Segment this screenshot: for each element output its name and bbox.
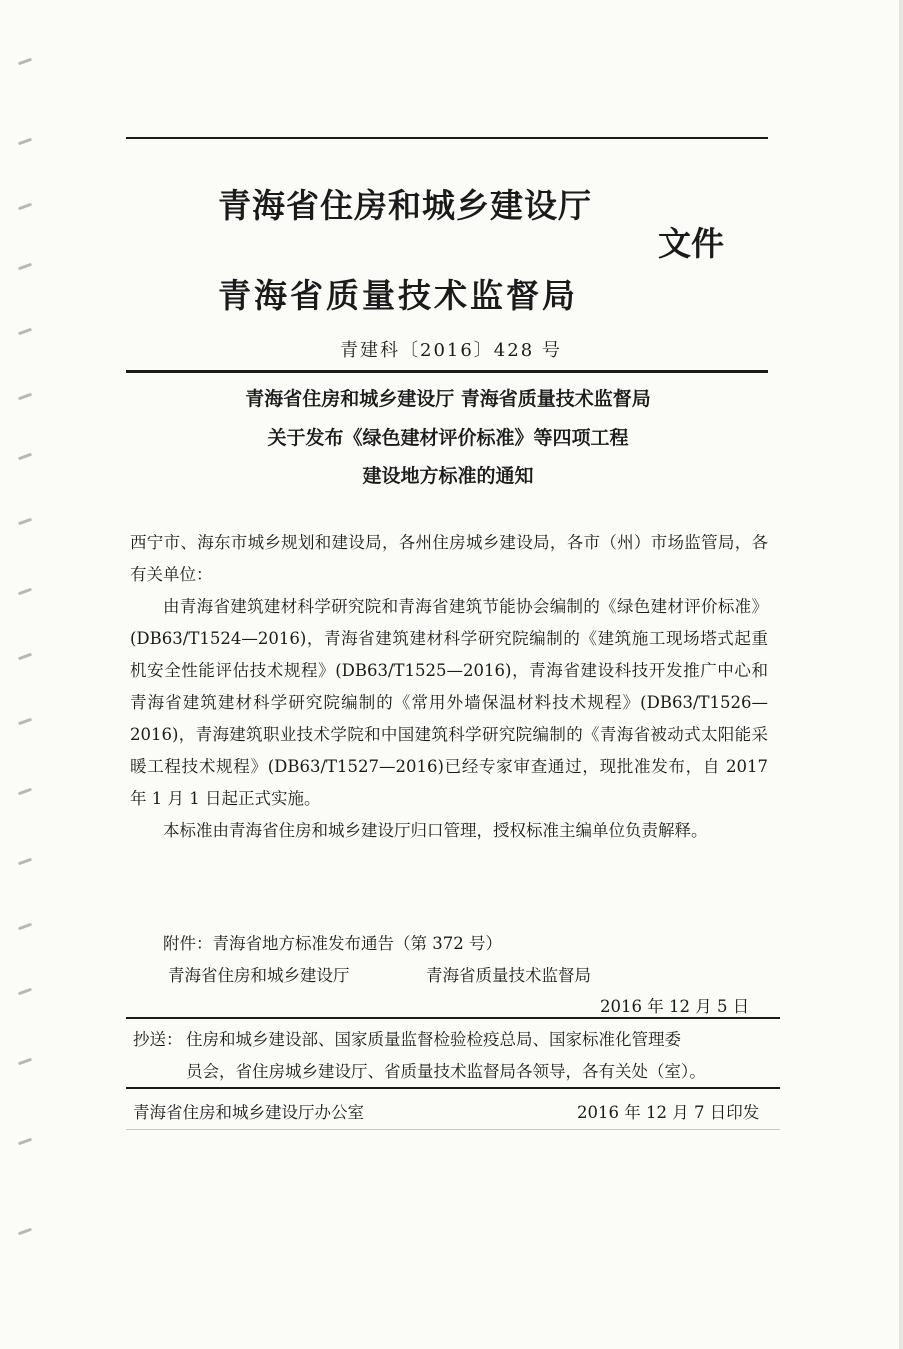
document-suffix: 文件	[658, 224, 724, 263]
cc-bottom-rule	[126, 1087, 780, 1089]
signer-quality-bureau: 青海省质量技术监督局	[426, 966, 591, 985]
notice-body	[130, 527, 768, 847]
document-number: 青建科〔2016〕428 号	[340, 340, 562, 361]
notice-title-line-3: 建设地方标准的通知	[362, 465, 534, 487]
issuer-housing-department: 青海省住房和城乡建设厅	[218, 186, 592, 225]
notice-title-line-1: 青海省住房和城乡建设厅 青海省质量技术监督局	[245, 388, 651, 410]
red-head-rule	[126, 370, 768, 373]
attachment-note: 附件：青海省地方标准发布通告（第 372 号）	[163, 934, 502, 953]
issuer-quality-bureau: 青海省质量技术监督局	[218, 276, 578, 315]
cc-recipients-line-1: 住房和城乡建设部、国家质量监督检验检疫总局、国家标准化管理委	[186, 1030, 681, 1049]
cc-recipients-line-2: 员会，省住房城乡建设厅、省质量技术监督局各领导，各有关处（室）。	[186, 1062, 706, 1081]
notice-title-line-2: 关于发布《绿色建材评价标准》等四项工程	[267, 427, 629, 449]
cc-top-rule	[126, 1017, 780, 1019]
body-paragraph-2: 本标准由青海省住房和城乡建设厅归口管理，授权标准主编单位负责解释。	[163, 821, 708, 840]
binding-edge-marks	[0, 0, 48, 1349]
body-paragraph-1: 由青海省建筑建材科学研究院和青海省建筑节能协会编制的《绿色建材评价标准》(DB63/T1524—2016)，青海省建筑建材科学研究院编制的《建筑施工现场塔式起重机安全性能评估技术规程》(DB63/T1525—2016)，青海省建设科技开发推广中心和青海省建筑建材科学研究院编制的《常用外墙保温材料技术规程》(DB63/T1526—2016)，青海建筑职业技术学院和中国建筑科学研究院编制的《青海省被动式太阳能采暖工程技术规程》(DB63/T1527—2016)已经专家审查通过，现批准发布，自 2017 年 1 月 1 日起正式实施。	[130, 597, 768, 808]
print-date: 2016 年 12 月 7 日印发	[577, 1103, 760, 1122]
addressee: 西宁市、海东市城乡规划和建设局，各州住房城乡建设局，各市（州）市场监管局，各有关单位：	[130, 533, 768, 584]
footer-bottom-rule	[126, 1129, 780, 1130]
scan-edge	[899, 0, 903, 1349]
signer-housing-department: 青海省住房和城乡建设厅	[168, 966, 350, 985]
issue-date: 2016 年 12 月 5 日	[600, 997, 750, 1016]
cc-label: 抄送：	[133, 1030, 183, 1049]
top-rule	[126, 137, 768, 139]
issuing-office: 青海省住房和城乡建设厅办公室	[133, 1103, 364, 1122]
